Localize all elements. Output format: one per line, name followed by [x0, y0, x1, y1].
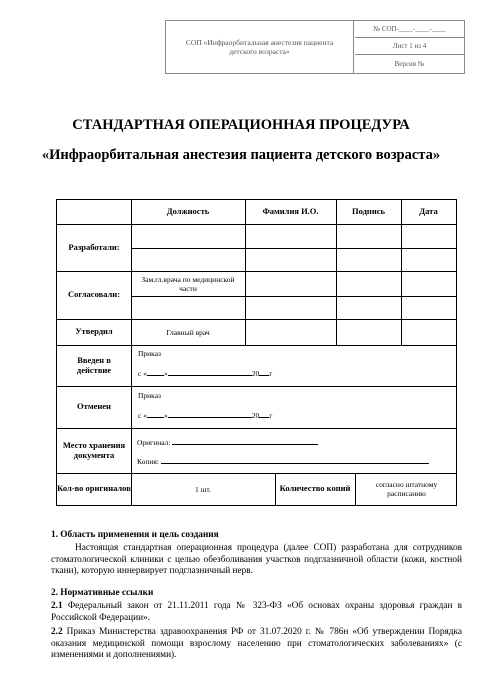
header-number: № СОП-____-____-____ [355, 21, 464, 38]
copy-line [137, 455, 429, 466]
col-divider [131, 200, 132, 473]
row-label-originals: Кол-во оригиналов [57, 483, 131, 494]
approved-position: Главный врач [166, 327, 210, 337]
introduced-date-line [138, 367, 272, 378]
original-label: Оригинал: [137, 438, 171, 447]
col-header-name: Фамилия И.О. [262, 206, 319, 217]
col-header-signature: Подпись [352, 206, 385, 217]
date-close: » [163, 411, 168, 420]
section-2-title: 2. Нормативные ссылки [51, 588, 154, 598]
year-g: г [269, 411, 273, 420]
year-g: г [269, 369, 273, 378]
copy-blank [161, 455, 429, 464]
section-2-2-num: 2.2 [51, 627, 63, 637]
row-divider [131, 296, 456, 297]
date-open: с « [138, 369, 147, 378]
day-blank [147, 409, 164, 418]
col-header-date: Дата [419, 206, 438, 217]
row-divider [131, 248, 456, 249]
section-1-text: Настоящая стандартная операционная процедура (далее СОП) разработана для сотрудников стоматологической клиники с целью обезболивания участков подглазничной области (кожи, костной ткани), которую иннервирует подглазничный нерв. [51, 543, 462, 577]
year-prefix: 20 [251, 411, 260, 420]
page-title: СТАНДАРТНАЯ ОПЕРАЦИОННАЯ ПРОЦЕДУРА [72, 117, 410, 133]
date-close: » [163, 369, 168, 378]
year-blank [259, 367, 269, 376]
header-doc-title: СОП «Инфраорбитальная анестезия пациента детского возраста» [166, 21, 354, 73]
introduced-order-label: Приказ [138, 349, 162, 358]
document-header [165, 20, 465, 74]
cancelled-order-label: Приказ [138, 391, 162, 400]
originals-count: 1 шт. [195, 484, 211, 494]
year-blank [259, 409, 269, 418]
row-label-introduced: Введен в действие [76, 354, 112, 375]
section-2-1-num: 2.1 [51, 601, 63, 611]
section-2-1 [51, 601, 462, 624]
agreed-position: Зам.гл.врача по медицинской части [141, 274, 235, 293]
header-version: Версия № [394, 60, 425, 68]
row-label-approved: Утвердил [75, 326, 113, 337]
col-header-position: Должность [166, 206, 210, 217]
copies-count-label: Количество копий [279, 483, 351, 494]
page-subtitle: «Инфраорбитальная анестезия пациента детского возраста» [41, 147, 441, 163]
section-2-2-text: Приказ Министерства здравоохранения РФ от 31.07.2020 г. № 786н «Об утверждении Порядка оказания медицинской помощи взрослому населению при стоматологических заболеваниях» (с изменениями и дополнениями). [51, 627, 462, 661]
col-divider [355, 473, 356, 505]
header-sheet: Лист 1 из 4 [355, 38, 464, 55]
section-2-1-text: Федеральный закон от 21.11.2011 года № 323-ФЗ «Об основах охраны здоровья граждан в Российской Федерации». [51, 601, 463, 623]
month-blank [168, 409, 252, 418]
original-line [137, 436, 318, 447]
cancelled-date-line [138, 409, 272, 420]
row-label-developed: Разработали: [68, 241, 120, 252]
row-label-storage: Место хранения документа [62, 439, 126, 460]
year-prefix: 20 [251, 369, 260, 378]
section-2-2 [51, 627, 462, 662]
day-blank [147, 367, 164, 376]
copy-label: Копия: [137, 457, 159, 466]
original-blank [172, 436, 318, 445]
month-blank [168, 367, 252, 376]
date-open: с « [138, 411, 147, 420]
copies-staff: согласно штатному расписанию [375, 480, 438, 498]
section-1-title: 1. Область применения и цель создания [51, 530, 219, 540]
approval-table [56, 199, 457, 506]
row-label-agreed: Согласовали: [67, 289, 121, 300]
row-label-cancelled: Отменен [77, 401, 111, 412]
